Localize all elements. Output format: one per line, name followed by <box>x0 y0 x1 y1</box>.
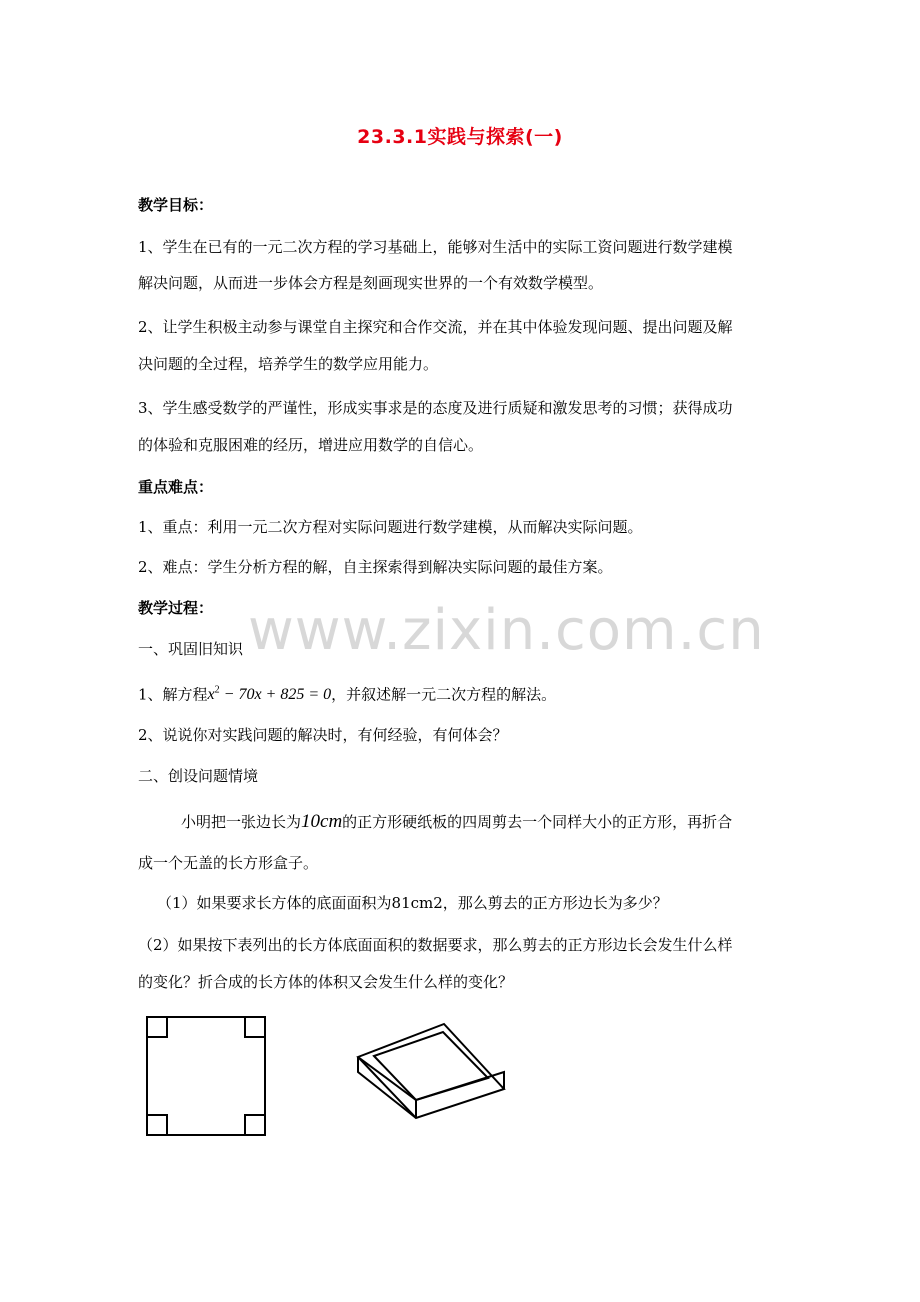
problem-line-2: 成一个无盖的长方形盒子。 <box>138 854 319 872</box>
objective-1-line-1: 1、学生在已有的一元二次方程的学习基础上，能够对生活中的实际工资问题进行数学建模 <box>138 238 733 256</box>
question-1-prefix: 1、解方程 <box>138 685 208 704</box>
objective-2-line-2: 决问题的全过程，培养学生的数学应用能力。 <box>138 355 439 373</box>
sub-question-1: （1）如果要求长方体的底面面积为81cm2，那么剪去的正方形边长为多少？ <box>157 894 668 912</box>
cardboard-figure <box>142 1012 272 1142</box>
side-length: 10cm <box>301 811 343 832</box>
question-1 <box>138 680 788 706</box>
process-heading: 教学过程： <box>138 599 214 617</box>
question-2: 2、说说你对实践问题的解决时，有何经验，有何体会？ <box>138 726 508 744</box>
equation: $x^2 - 70x + 825 = 0$ <box>207 685 332 704</box>
section-1-title: 一、巩固旧知识 <box>138 640 244 658</box>
sub-question-2-line-2: 的变化？折合成的长方体的体积又会发生什么样的变化？ <box>138 973 514 991</box>
objectives-heading: 教学目标： <box>138 196 214 214</box>
section-2-title: 二、创设问题情境 <box>138 767 259 785</box>
question-1-suffix: ，并叙述解一元二次方程的解法。 <box>331 685 557 704</box>
key-point-1: 1、重点：利用一元二次方程对实际问题进行数学建模，从而解决实际问题。 <box>138 518 643 536</box>
page-title: 23.3.1实践与探索(一) <box>357 126 563 148</box>
watermark: www.zixin.com.cn <box>248 598 765 663</box>
objective-1-line-2: 解决问题，从而进一步体会方程是刻画现实世界的一个有效数学模型。 <box>138 274 604 292</box>
key-points-heading: 重点难点： <box>138 478 214 496</box>
objective-3-line-1: 3、学生感受数学的严谨性，形成实事求是的态度及进行质疑和激发思考的习惯；获得成功 <box>138 399 733 417</box>
sub-question-2-line-1: （2）如果按下表列出的长方体底面面积的数据要求，那么剪去的正方形边长会发生什么样 <box>138 936 733 954</box>
problem-line-1: 小明把一张边长为10cm的正方形硬纸板的四周剪去一个同样大小的正方形，再折合 <box>181 811 733 832</box>
objective-3-line-2: 的体验和克服困难的经历，增进应用数学的自信心。 <box>138 436 484 454</box>
objective-2-line-1: 2、让学生积极主动参与课堂自主探究和合作交流，并在其中体验发现问题、提出问题及解 <box>138 318 733 336</box>
key-point-2: 2、难点：学生分析方程的解，自主探索得到解决实际问题的最佳方案。 <box>138 558 613 576</box>
open-box-figure <box>352 1020 522 1120</box>
